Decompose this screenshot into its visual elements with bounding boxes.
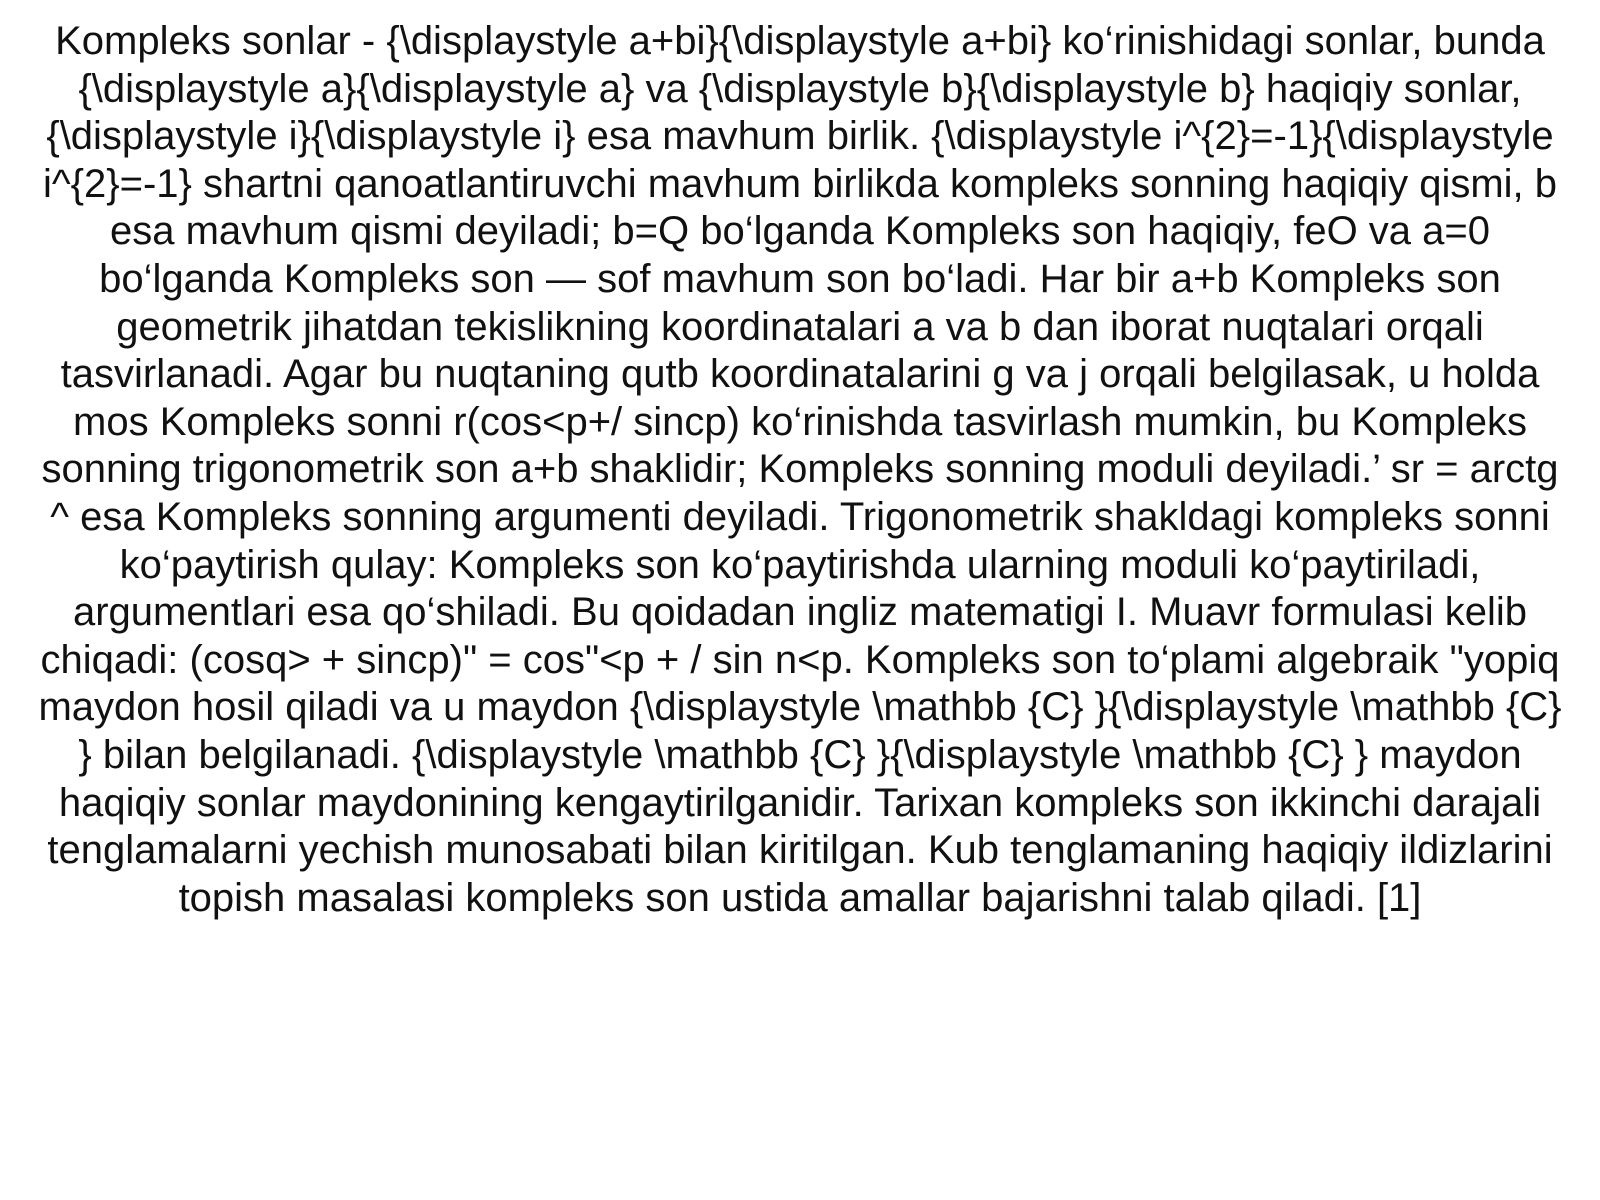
body-paragraph: Kompleks sonlar - {\displaystyle a+bi}{\displaystyle a+bi} ko‘rinishidagi sonlar, bunda {\displaystyle a}{\displaystyle a} va {\displaystyle b}{\displaystyle b} haqiqiy sonlar, {\displaystyle i}{\displaystyle i} esa mavhum birlik. {\displaystyle i^{2}=-1}{\displaystyle i^{2}=-1} shartni qanoatlantiruvchi mavhum birlikda kompleks sonning haqiqiy qismi, b esa mavhum qismi deyiladi; b=Q bo‘lganda Kompleks son haqiqiy, feO va a=0 bo‘lganda Kompleks son — sof mavhum son bo‘ladi. Har bir a+b Kompleks son geometrik jihatdan tekislikning koordinatalari a va b dan iborat nuqtalari orqali tasvirlanadi. Agar bu nuqtaning qutb koordinatalarini g va j orqali belgilasak, u holda mos Kompleks sonni r(cos<p+/ sincp) ko‘rinishda tasvirlash mumkin, bu Kompleks sonning trigonometrik son a+b shaklidir; Kompleks sonning moduli deyiladi.’ sr = arctg ^ esa Kompleks sonning argumenti deyiladi. Trigonometrik shakldagi kompleks sonni ko‘paytirish qulay: Kompleks son ko‘paytirishda ularning moduli ko‘paytiriladi, argumentlari esa qo‘shiladi. Bu qoidadan ingliz matematigi I. Muavr formulasi kelib chiqadi: (cosq> + sincp)" = cos"<p + / sin n<p. Kompleks son to‘plami algebraik "yopiq maydon hosil qiladi va u maydon {\displaystyle \mathbb {C} }{\displaystyle \mathbb {C} } bilan belgilanadi. {\displaystyle \mathbb {C} }{\displaystyle \mathbb {C} } maydon haqiqiy sonlar maydonining kengaytirilganidir. Tarixan kompleks son ikkinchi darajali tenglamalarni yechish munosabati bilan kiritilgan. Kub tenglamaning haqiqiy ildizlarini topish masalasi kompleks son ustida amallar bajarishni talab qiladi. [1] xyxy=(38,19,1562,920)
